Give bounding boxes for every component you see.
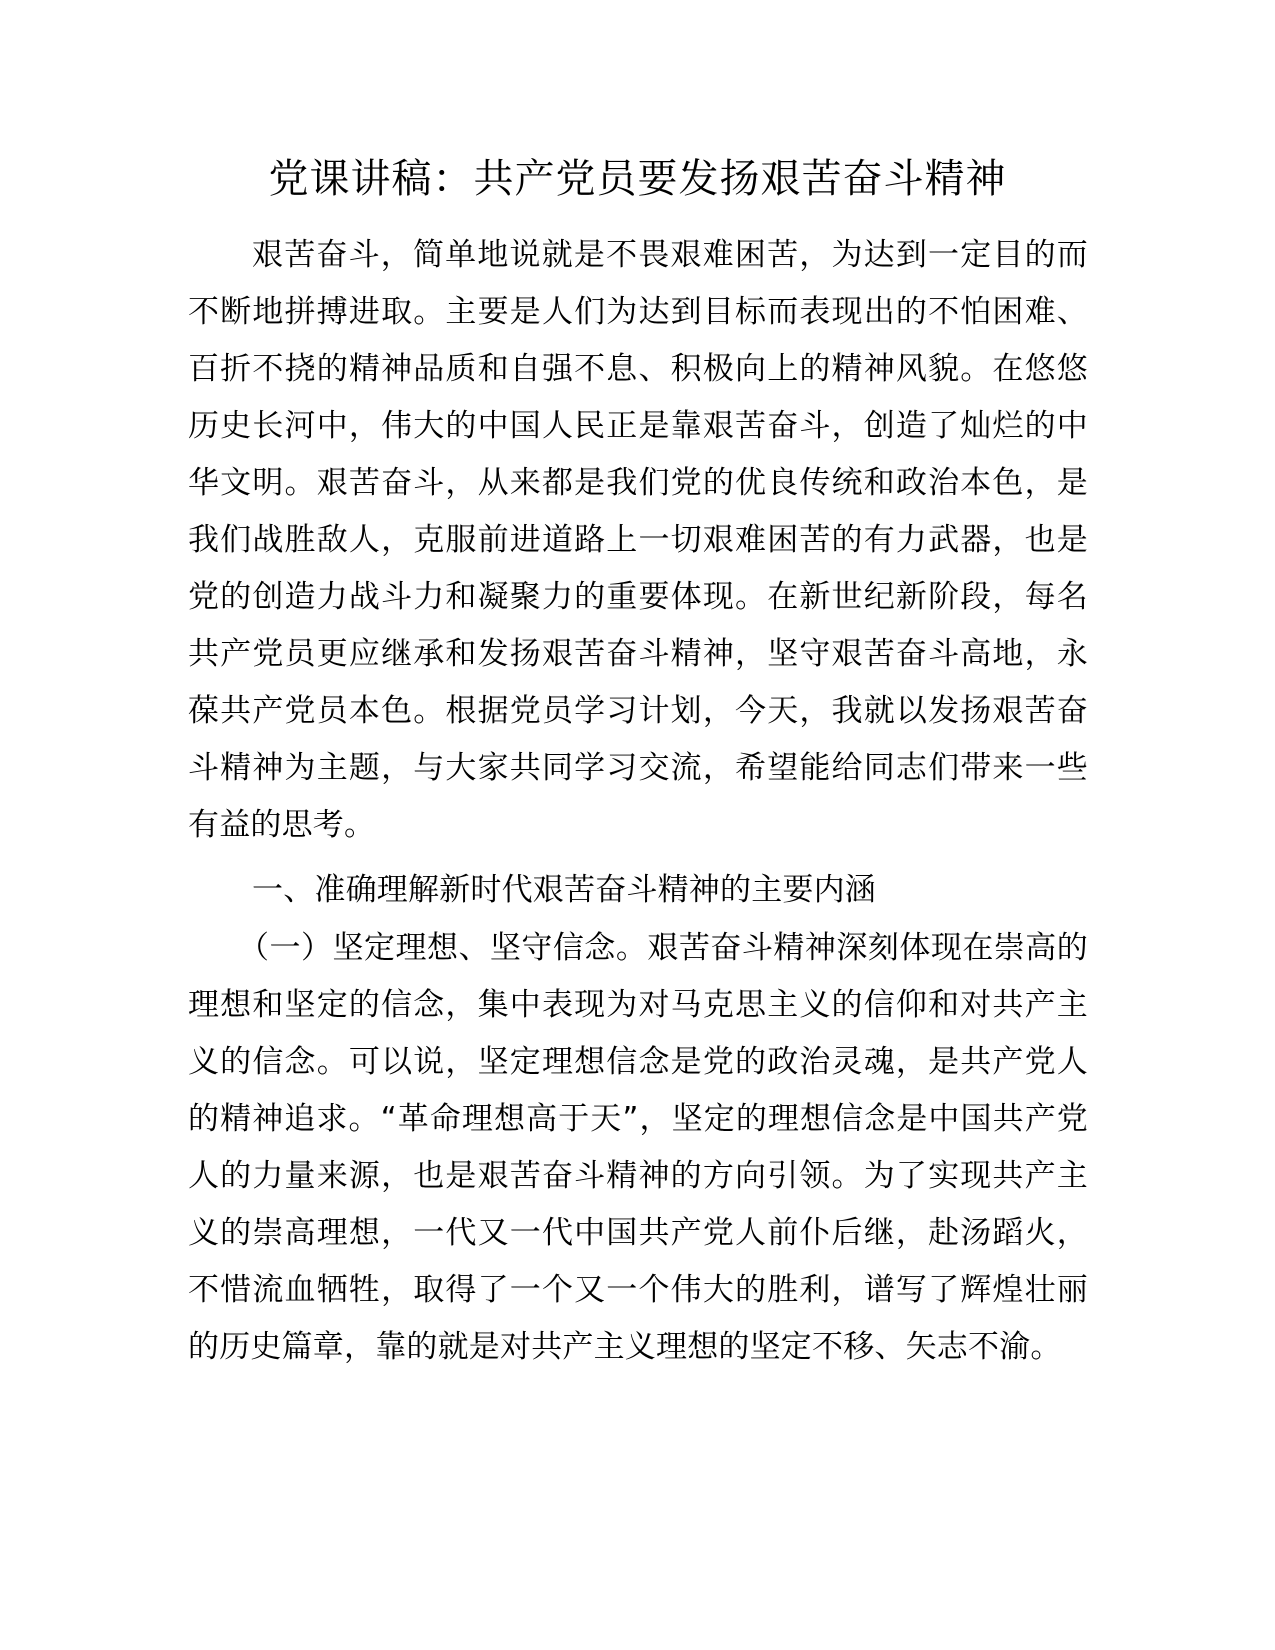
- subsection-paragraph: （一）坚定理想、坚守信念。艰苦奋斗精神深刻体现在崇高的理想和坚定的信念，集中表现为对马克思主义的信仰和对共产主义的信念。可以说，坚定理想信念是党的政治灵魂，是共产党人的精神追求。“革命理想高于天”，坚定的理想信念是中国共产党人的力量来源，也是艰苦奋斗精神的方向引领。为了实现共产主义的崇高理想，一代又一代中国共产党人前仆后继，赴汤蹈火，不惜流血牺牲，取得了一个又一个伟大的胜利，谱写了辉煌壮丽的历史篇章，靠的就是对共产主义理想的坚定不移、矢志不渝。: [188, 930, 1088, 1365]
- section-heading: 一、准确理解新时代艰苦奋斗精神的主要内涵: [252, 872, 876, 908]
- document-title: 党课讲稿：共产党员要发扬艰苦奋斗精神: [268, 156, 1007, 202]
- intro-paragraph: 艰苦奋斗，简单地说就是不畏艰难困苦，为达到一定目的而不断地拼搏进取。主要是人们为达到目标而表现出的不怕困难、百折不挠的精神品质和自强不息、积极向上的精神风貌。在悠悠历史长河中，伟大的中国人民正是靠艰苦奋斗，创造了灿烂的中华文明。艰苦奋斗，从来都是我们党的优良传统和政治本色，是我们战胜敌人，克服前进道路上一切艰难困苦的有力武器，也是党的创造力战斗力和凝聚力的重要体现。在新世纪新阶段，每名共产党员更应继承和发扬艰苦奋斗精神，坚守艰苦奋斗高地，永葆共产党员本色。根据党员学习计划，今天，我就以发扬艰苦奋斗精神为主题，与大家共同学习交流，希望能给同志们带来一些有益的思考。: [188, 237, 1088, 843]
